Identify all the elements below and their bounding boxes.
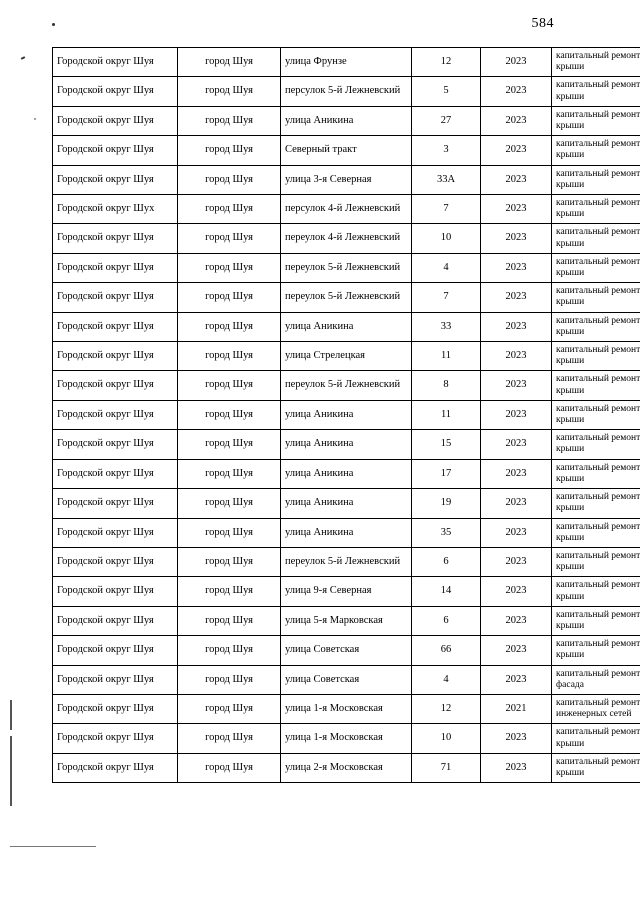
cell-house: 5	[412, 77, 481, 106]
cell-house: 12	[412, 48, 481, 77]
cell-street: улица Советская	[281, 636, 412, 665]
table-row	[53, 283, 640, 312]
cell-settlement: город Шуя	[178, 195, 281, 224]
cell-house: 10	[412, 224, 481, 253]
cell-year: 2023	[481, 106, 552, 135]
cell-work: капитальный ремонт крыши	[552, 224, 640, 253]
cell-street: улица 3-я Северная	[281, 165, 412, 194]
cell-settlement: город Шуя	[178, 547, 281, 576]
cell-year: 2023	[481, 665, 552, 694]
cell-work: капитальный ремонт крыши	[552, 48, 640, 77]
table-row	[53, 489, 640, 518]
cell-year: 2023	[481, 459, 552, 488]
cell-municipality: Городской округ Шуя	[53, 342, 178, 371]
cell-work: капитальный ремонт крыши	[552, 577, 640, 606]
cell-year: 2023	[481, 342, 552, 371]
cell-house: 33А	[412, 165, 481, 194]
cell-settlement: город Шуя	[178, 577, 281, 606]
cell-municipality: Городской округ Шуя	[53, 724, 178, 753]
cell-work: капитальный ремонт крыши	[552, 77, 640, 106]
cell-municipality: Городской округ Шуя	[53, 106, 178, 135]
cell-house: 3	[412, 136, 481, 165]
cell-settlement: город Шуя	[178, 694, 281, 723]
cell-house: 19	[412, 489, 481, 518]
cell-work: капитальный ремонт крыши	[552, 253, 640, 282]
cell-street: улица Советская	[281, 665, 412, 694]
cell-municipality: Городской округ Шуя	[53, 518, 178, 547]
cell-municipality: Городской округ Шуя	[53, 400, 178, 429]
cell-year: 2023	[481, 195, 552, 224]
cell-municipality: Городской округ Шуя	[53, 224, 178, 253]
cell-year: 2023	[481, 577, 552, 606]
cell-year: 2023	[481, 724, 552, 753]
cell-year: 2023	[481, 636, 552, 665]
cell-municipality: Городской округ Шуя	[53, 547, 178, 576]
cell-house: 33	[412, 312, 481, 341]
cell-house: 71	[412, 753, 481, 782]
table-row	[53, 753, 640, 782]
cell-year: 2023	[481, 136, 552, 165]
cell-settlement: город Шуя	[178, 224, 281, 253]
cell-year: 2023	[481, 518, 552, 547]
table-row	[53, 165, 640, 194]
table-row	[53, 77, 640, 106]
cell-work: капитальный ремонт крыши	[552, 518, 640, 547]
cell-work: капитальный ремонт крыши	[552, 106, 640, 135]
table-row	[53, 459, 640, 488]
cell-street: улица 1-я Московская	[281, 724, 412, 753]
cell-settlement: город Шуя	[178, 253, 281, 282]
table-row	[53, 371, 640, 400]
table-row	[53, 224, 640, 253]
scan-speck	[21, 56, 25, 60]
cell-year: 2023	[481, 165, 552, 194]
cell-work: капитальный ремонт фасада	[552, 665, 640, 694]
cell-settlement: город Шуя	[178, 606, 281, 635]
cell-settlement: город Шуя	[178, 518, 281, 547]
cell-settlement: город Шуя	[178, 430, 281, 459]
cell-municipality: Городской округ Шуя	[53, 636, 178, 665]
cell-year: 2021	[481, 694, 552, 723]
cell-street: персулок 4-й Лежневский	[281, 195, 412, 224]
cell-work: капитальный ремонт крыши	[552, 136, 640, 165]
cell-house: 4	[412, 665, 481, 694]
cell-settlement: город Шуя	[178, 636, 281, 665]
cell-year: 2023	[481, 283, 552, 312]
cell-street: улица Аникина	[281, 400, 412, 429]
cell-municipality: Городской округ Шух	[53, 195, 178, 224]
cell-house: 12	[412, 694, 481, 723]
cell-municipality: Городской округ Шуя	[53, 77, 178, 106]
table-row	[53, 547, 640, 576]
cell-work: капитальный ремонт крыши	[552, 312, 640, 341]
cell-house: 6	[412, 547, 481, 576]
cell-work: капитальный ремонт крыши	[552, 342, 640, 371]
cell-work: капитальный ремонт инженерных сетей	[552, 694, 640, 723]
margin-marks	[10, 700, 12, 812]
cell-settlement: город Шуя	[178, 753, 281, 782]
cell-street: улица Аникина	[281, 489, 412, 518]
cell-work: капитальный ремонт крыши	[552, 430, 640, 459]
cell-settlement: город Шуя	[178, 283, 281, 312]
table-row	[53, 136, 640, 165]
cell-settlement: город Шуя	[178, 400, 281, 429]
cell-street: улица 9-я Северная	[281, 577, 412, 606]
cell-year: 2023	[481, 489, 552, 518]
cell-municipality: Городской округ Шуя	[53, 165, 178, 194]
cell-year: 2023	[481, 312, 552, 341]
cell-street: персулок 5-й Лежневский	[281, 77, 412, 106]
cell-municipality: Городской округ Шуя	[53, 253, 178, 282]
table-row	[53, 195, 640, 224]
cell-house: 6	[412, 606, 481, 635]
cell-work: капитальный ремонт крыши	[552, 195, 640, 224]
cell-settlement: город Шуя	[178, 77, 281, 106]
cell-house: 7	[412, 283, 481, 312]
table-row	[53, 636, 640, 665]
cell-settlement: город Шуя	[178, 665, 281, 694]
cell-street: улица Аникина	[281, 459, 412, 488]
cell-work: капитальный ремонт крыши	[552, 636, 640, 665]
cell-house: 4	[412, 253, 481, 282]
registry-table	[52, 47, 640, 783]
cell-municipality: Городской округ Шуя	[53, 48, 178, 77]
cell-settlement: город Шуя	[178, 724, 281, 753]
cell-work: капитальный ремонт крыши	[552, 165, 640, 194]
cell-work: капитальный ремонт крыши	[552, 489, 640, 518]
cell-settlement: город Шуя	[178, 342, 281, 371]
cell-street: улица 2-я Московская	[281, 753, 412, 782]
table-row	[53, 48, 640, 77]
cell-settlement: город Шуя	[178, 312, 281, 341]
cell-year: 2023	[481, 430, 552, 459]
cell-street: улица Аникина	[281, 312, 412, 341]
cell-street: улица Фрунзе	[281, 48, 412, 77]
cell-year: 2023	[481, 547, 552, 576]
cell-year: 2023	[481, 48, 552, 77]
cell-work: капитальный ремонт крыши	[552, 400, 640, 429]
cell-house: 14	[412, 577, 481, 606]
cell-municipality: Городской округ Шуя	[53, 371, 178, 400]
cell-house: 66	[412, 636, 481, 665]
table-row	[53, 724, 640, 753]
cell-house: 7	[412, 195, 481, 224]
table-row	[53, 342, 640, 371]
cell-settlement: город Шуя	[178, 165, 281, 194]
cell-settlement: город Шуя	[178, 371, 281, 400]
cell-street: улица 1-я Московская	[281, 694, 412, 723]
table-row	[53, 430, 640, 459]
cell-street: переулок 5-й Лежневский	[281, 547, 412, 576]
cell-street: переулок 5-й Лежневский	[281, 283, 412, 312]
scan-speck	[34, 118, 36, 120]
cell-municipality: Городской округ Шуя	[53, 459, 178, 488]
cell-house: 10	[412, 724, 481, 753]
cell-settlement: город Шуя	[178, 136, 281, 165]
table-row	[53, 665, 640, 694]
page-number: 584	[531, 16, 554, 31]
cell-municipality: Городской округ Шуя	[53, 694, 178, 723]
cell-street: переулок 5-й Лежневский	[281, 371, 412, 400]
cell-street: улица Аникина	[281, 106, 412, 135]
cell-work: капитальный ремонт крыши	[552, 459, 640, 488]
cell-settlement: город Шуя	[178, 459, 281, 488]
cell-settlement: город Шуя	[178, 48, 281, 77]
cell-year: 2023	[481, 753, 552, 782]
table-row	[53, 106, 640, 135]
cell-settlement: город Шуя	[178, 106, 281, 135]
cell-work: капитальный ремонт крыши	[552, 606, 640, 635]
cell-municipality: Городской округ Шуя	[53, 577, 178, 606]
cell-municipality: Городской округ Шуя	[53, 430, 178, 459]
cell-municipality: Городской округ Шуя	[53, 606, 178, 635]
footer-rule	[10, 846, 96, 847]
cell-municipality: Городской округ Шуя	[53, 312, 178, 341]
cell-work: капитальный ремонт крыши	[552, 547, 640, 576]
scan-speck	[52, 23, 55, 26]
cell-year: 2023	[481, 371, 552, 400]
table-row	[53, 694, 640, 723]
cell-house: 11	[412, 400, 481, 429]
table-row	[53, 400, 640, 429]
cell-settlement: город Шуя	[178, 489, 281, 518]
cell-street: Северный тракт	[281, 136, 412, 165]
cell-work: капитальный ремонт крыши	[552, 283, 640, 312]
cell-house: 27	[412, 106, 481, 135]
cell-municipality: Городской округ Шуя	[53, 136, 178, 165]
cell-work: капитальный ремонт крыши	[552, 371, 640, 400]
table-row	[53, 253, 640, 282]
cell-house: 15	[412, 430, 481, 459]
cell-year: 2023	[481, 253, 552, 282]
cell-street: переулок 5-й Лежневский	[281, 253, 412, 282]
table-row	[53, 312, 640, 341]
cell-house: 17	[412, 459, 481, 488]
cell-work: капитальный ремонт крыши	[552, 753, 640, 782]
table-row	[53, 606, 640, 635]
cell-year: 2023	[481, 77, 552, 106]
cell-street: улица Аникина	[281, 518, 412, 547]
cell-municipality: Городской округ Шуя	[53, 665, 178, 694]
table-row	[53, 518, 640, 547]
cell-municipality: Городской округ Шуя	[53, 753, 178, 782]
cell-house: 11	[412, 342, 481, 371]
cell-year: 2023	[481, 224, 552, 253]
cell-street: улица 5-я Марковская	[281, 606, 412, 635]
cell-municipality: Городской округ Шуя	[53, 283, 178, 312]
cell-year: 2023	[481, 606, 552, 635]
cell-municipality: Городской округ Шуя	[53, 489, 178, 518]
cell-house: 35	[412, 518, 481, 547]
cell-street: улица Стрелецкая	[281, 342, 412, 371]
cell-street: улица Аникина	[281, 430, 412, 459]
cell-year: 2023	[481, 400, 552, 429]
cell-work: капитальный ремонт крыши	[552, 724, 640, 753]
table-row	[53, 577, 640, 606]
cell-house: 8	[412, 371, 481, 400]
cell-street: переулок 4-й Лежневский	[281, 224, 412, 253]
